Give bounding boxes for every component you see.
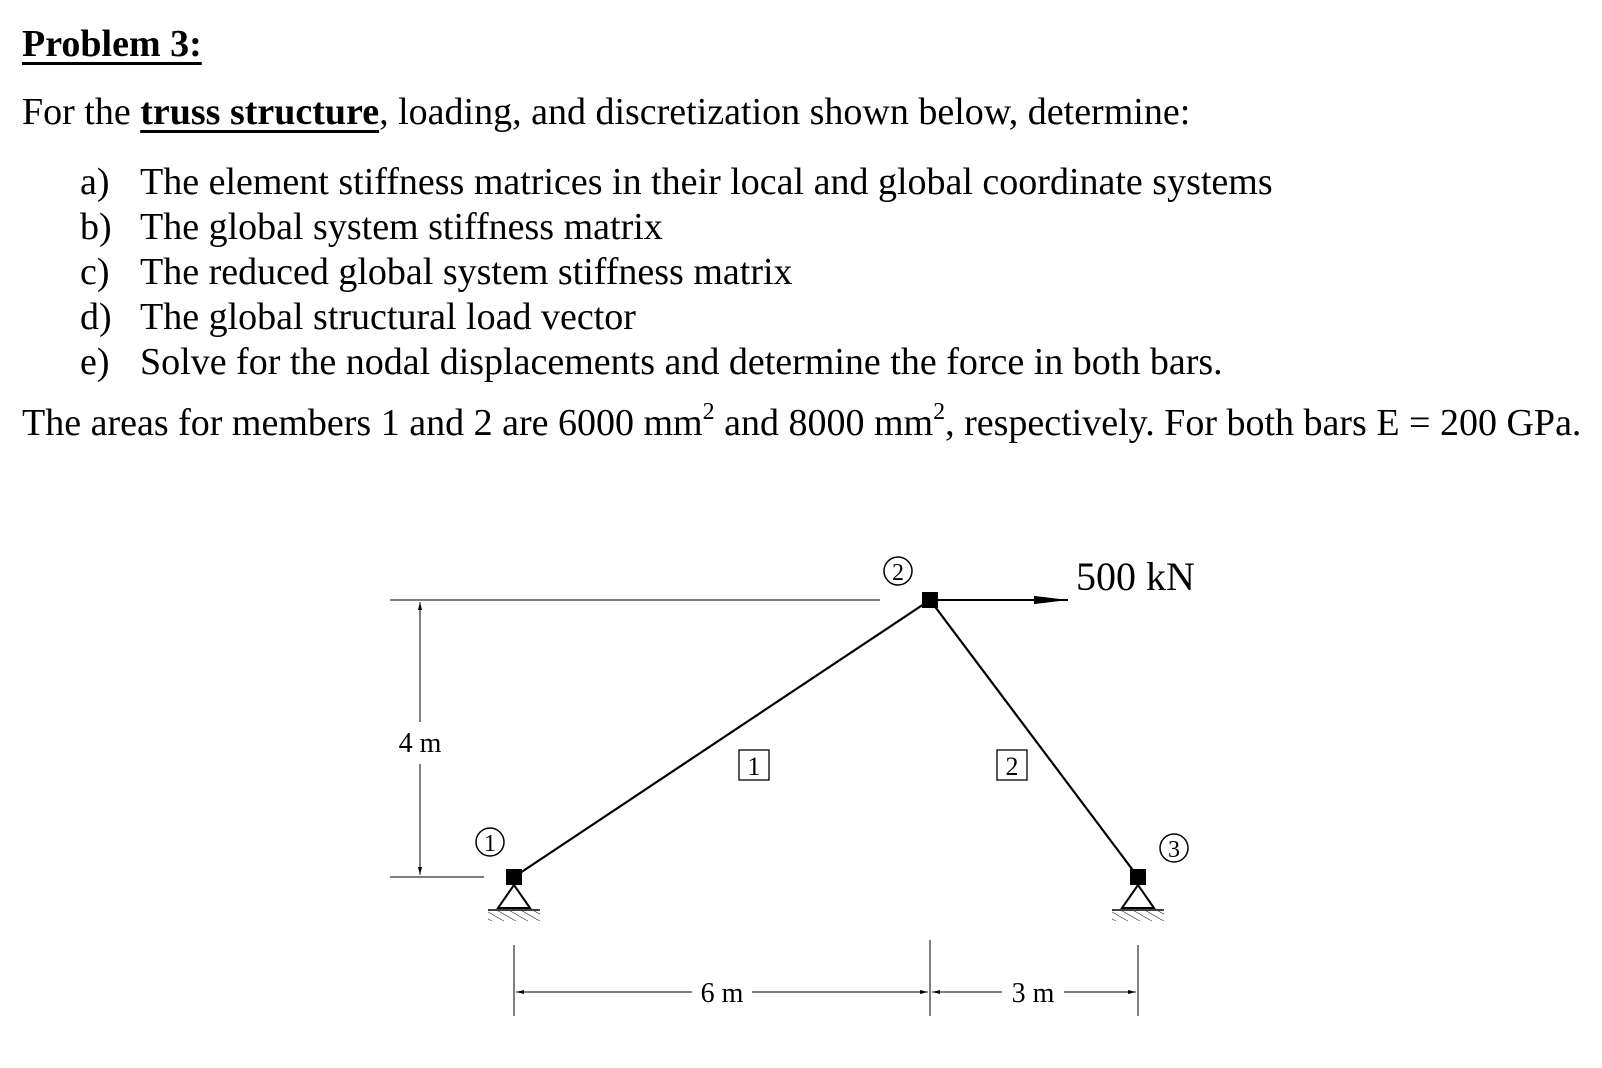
task-letter: a) — [80, 161, 110, 203]
span-right-label: 3 m — [1011, 978, 1055, 1009]
area-exponent-2: 2 — [933, 399, 946, 426]
task-letter: d) — [80, 296, 112, 338]
support-3-hatch — [1112, 911, 1164, 921]
task-text: The element stiffness matrices in their local and global coordinate systems — [140, 161, 1273, 203]
span-left-label: 6 m — [700, 978, 744, 1009]
height-label: 4 m — [398, 728, 442, 759]
element-1-label: 1 — [747, 752, 761, 781]
node-1-joint — [506, 869, 522, 885]
support-1-triangle — [498, 885, 530, 908]
task-text: The global system stiffness matrix — [140, 206, 663, 248]
task-letter: b) — [80, 206, 112, 248]
element-2-bar — [930, 600, 1138, 877]
element-1-bar — [514, 600, 930, 877]
task-letter: e) — [80, 341, 110, 383]
node-3-joint — [1130, 869, 1146, 885]
node-3-label: 3 — [1168, 837, 1180, 863]
task-text: The reduced global system stiffness matrix — [140, 251, 793, 293]
task-text: The global structural load vector — [140, 296, 636, 338]
intro-emphasis: truss structure — [140, 91, 380, 133]
task-letter: c) — [80, 251, 110, 293]
element-2-label: 2 — [1005, 752, 1019, 781]
intro-text-before: For the — [22, 91, 141, 133]
support-1-hatch — [488, 911, 540, 921]
node-2-label: 2 — [892, 560, 904, 586]
problem-heading: Problem 3: — [22, 23, 202, 65]
intro-text-after: , loading, and discretization shown below, determine: — [379, 91, 1191, 133]
load-label: 500 kN — [1076, 554, 1195, 599]
areas-text-3: , respectively. For both bars E = 200 GPa. — [945, 402, 1582, 444]
node-2-joint — [922, 592, 938, 608]
task-text: Solve for the nodal displacements and determine the force in both bars. — [140, 341, 1223, 383]
areas-text-1: The areas for members 1 and 2 are 6000 mm — [22, 402, 703, 444]
area-exponent-1: 2 — [702, 399, 715, 426]
support-3-triangle — [1122, 885, 1154, 908]
node-1-label: 1 — [484, 831, 496, 857]
areas-text-2: and 8000 mm — [714, 402, 934, 444]
